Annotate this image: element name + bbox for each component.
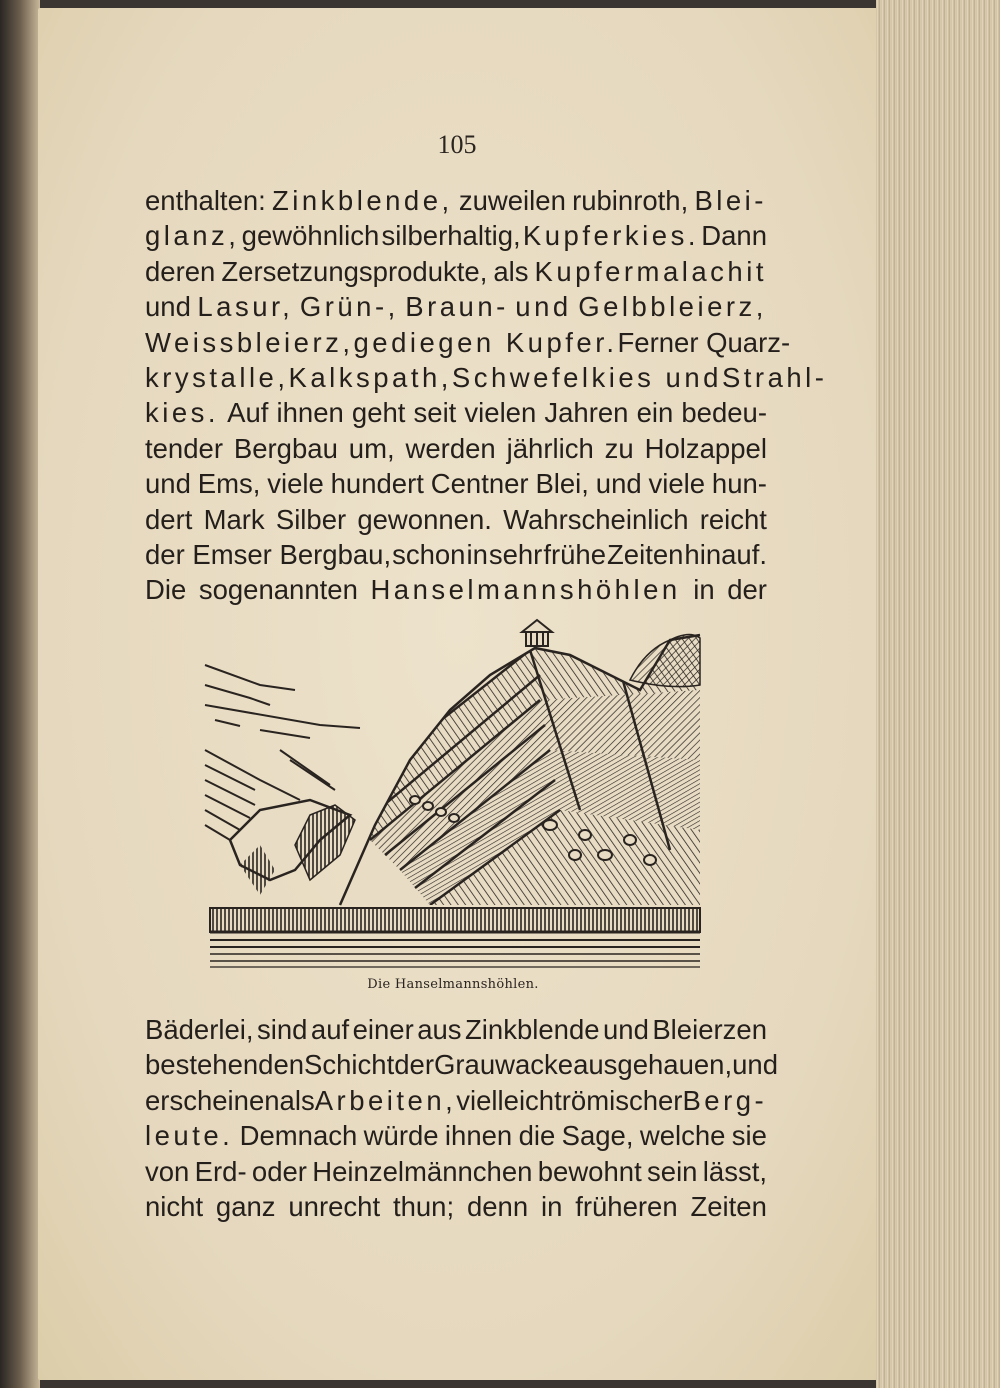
text-line [145, 572, 767, 607]
word: Grauwacke [433, 1049, 574, 1081]
word: ihnen [444, 1120, 513, 1152]
word: Sage, [561, 1120, 634, 1152]
word: Silber [275, 503, 347, 535]
page-number: 105 [437, 130, 477, 159]
text-line [145, 537, 767, 572]
word: dert [145, 503, 193, 535]
word: leute. [145, 1120, 234, 1152]
text-line [145, 1083, 767, 1118]
word: Kupfermalachit [534, 255, 767, 287]
text-line [145, 254, 767, 289]
text-line [145, 183, 767, 218]
word: als [279, 1084, 315, 1116]
word: in [693, 574, 715, 606]
word: würde [363, 1120, 439, 1152]
cave-opening [230, 800, 355, 895]
word: denn [466, 1190, 529, 1222]
word: einer [352, 1014, 414, 1045]
word: und [603, 1014, 649, 1045]
word: auf [310, 1014, 350, 1045]
word: schon [392, 538, 466, 570]
word: um, [348, 432, 395, 464]
word: Blei- [694, 185, 767, 216]
word: Centner [430, 468, 529, 500]
word: vielleicht [456, 1084, 562, 1116]
word: ihnen [276, 397, 344, 429]
word: bedeu- [681, 397, 767, 429]
word: enthalten: [145, 185, 266, 216]
word: von [145, 1155, 190, 1187]
text-line [145, 360, 828, 395]
word: Weissbleierz, [145, 326, 354, 358]
text-line [145, 289, 767, 324]
word: Erd- [194, 1155, 247, 1187]
paragraph-bottom [145, 1012, 779, 1224]
word: Kalkspath, [288, 361, 452, 393]
ground-band [210, 908, 700, 967]
word: Arbeiten, [314, 1084, 457, 1116]
word: nicht [145, 1190, 204, 1222]
word: zuweilen [458, 185, 566, 216]
word: frühe [543, 538, 607, 570]
word: Grün-, [299, 291, 399, 323]
word: viele [267, 468, 324, 500]
word: Bäderlei, [145, 1014, 254, 1045]
word: Hanselmannshöhlen [370, 574, 681, 606]
word: Wahrscheinlich [503, 503, 689, 535]
word: Auf [227, 397, 269, 429]
word: Heinzelmännchen [312, 1155, 533, 1187]
word: in [540, 1190, 563, 1222]
word: sein [647, 1155, 698, 1187]
book-spine-left [0, 0, 40, 1388]
word: hundert [330, 468, 424, 500]
word: rubinroth, [572, 185, 689, 216]
text-line [145, 1154, 767, 1189]
text-line [145, 431, 767, 466]
word: glanz, [145, 220, 240, 252]
word: krystalle, [145, 361, 289, 393]
word: und [145, 468, 191, 500]
bushes [630, 634, 700, 686]
page-edges [876, 0, 1000, 1388]
word: der Emser Bergbau, [145, 538, 392, 570]
word: Dann [701, 220, 767, 252]
word: Zeiten [690, 1190, 767, 1222]
word: römischer [561, 1084, 683, 1116]
summit-chapel [522, 620, 552, 646]
word: jährlich [506, 432, 594, 464]
word: der [394, 1049, 434, 1081]
word: Mark [203, 503, 265, 535]
word: silberhaltig, [381, 220, 521, 252]
word: Kupferkies. [522, 220, 699, 252]
word: Zersetzungsprodukte, [221, 255, 488, 287]
word: Demnach [239, 1120, 358, 1152]
word: deren [145, 255, 216, 287]
text-line [145, 1118, 767, 1153]
word: Holzappel [644, 432, 767, 464]
word: lässt, [702, 1155, 767, 1187]
word: aus [417, 1014, 462, 1045]
word: Braun- [405, 291, 509, 323]
word: bestehenden [145, 1049, 305, 1081]
word: erscheinen [145, 1084, 280, 1116]
word: ausgehauen, [573, 1049, 733, 1081]
word: vielen [464, 397, 537, 429]
hanselmannshoehlen-illustration [200, 610, 706, 972]
word: bewohnt [537, 1155, 642, 1187]
word: der [727, 574, 767, 606]
paragraph-top [145, 183, 828, 608]
word: Ferner Quarz- [617, 326, 791, 358]
word: Strahl- [721, 361, 828, 393]
word: Gelbbleierz, [578, 291, 767, 323]
word: sind [257, 1014, 308, 1045]
word: Bergbau [233, 432, 338, 464]
word: Zinkblende, [271, 185, 453, 216]
word: seit [413, 397, 457, 429]
word: gediegen Kupfer. [353, 326, 618, 358]
word: Schwefelkies und [451, 361, 722, 393]
figure-caption: Die Hanselmannshöhlen. [367, 977, 539, 992]
text-line [145, 395, 767, 430]
text-line [145, 1012, 767, 1047]
word: Ems, [197, 468, 261, 500]
word: und [595, 468, 642, 500]
word: unrecht [288, 1190, 381, 1222]
sky-lines [205, 665, 360, 738]
word: Bleierzen [652, 1014, 767, 1045]
word: zu [604, 432, 634, 464]
word: oder [251, 1155, 307, 1187]
word: und [145, 291, 191, 323]
word: ganz [215, 1190, 276, 1222]
word: welche [639, 1120, 726, 1152]
word: ein [636, 397, 674, 429]
word: hun- [711, 468, 767, 500]
word: und [732, 1049, 779, 1081]
word: sehr [488, 538, 543, 570]
word: Zinkblende [465, 1014, 600, 1045]
text-line [145, 218, 767, 253]
word: Die [145, 574, 187, 606]
text-line [145, 1189, 767, 1224]
word: und [515, 291, 572, 323]
word: gewonnen. [357, 503, 492, 535]
word: tender [145, 432, 223, 464]
word: Schicht [304, 1049, 395, 1081]
text-line [145, 502, 767, 537]
word: Blei, [535, 468, 589, 500]
word: früheren [575, 1190, 678, 1222]
word: hinauf. [684, 538, 767, 570]
word: gewöhnlich [241, 220, 380, 252]
word: in [466, 538, 488, 570]
word: viele [648, 468, 706, 500]
text-line [145, 325, 791, 360]
word: Jahren [544, 397, 629, 429]
word: Zeiten [607, 538, 684, 570]
word: werden [405, 432, 496, 464]
word: sie [731, 1120, 767, 1152]
text-line [145, 1047, 779, 1082]
word: Berg- [682, 1084, 768, 1116]
word: die [518, 1120, 556, 1152]
word: sogenannten [198, 574, 358, 606]
word: Lasur, [197, 291, 294, 323]
word: thun; [392, 1190, 455, 1222]
word: als [493, 255, 529, 287]
word: reicht [699, 503, 767, 535]
word: kies. [145, 397, 220, 429]
word: geht [351, 397, 406, 429]
text-line [145, 466, 767, 501]
